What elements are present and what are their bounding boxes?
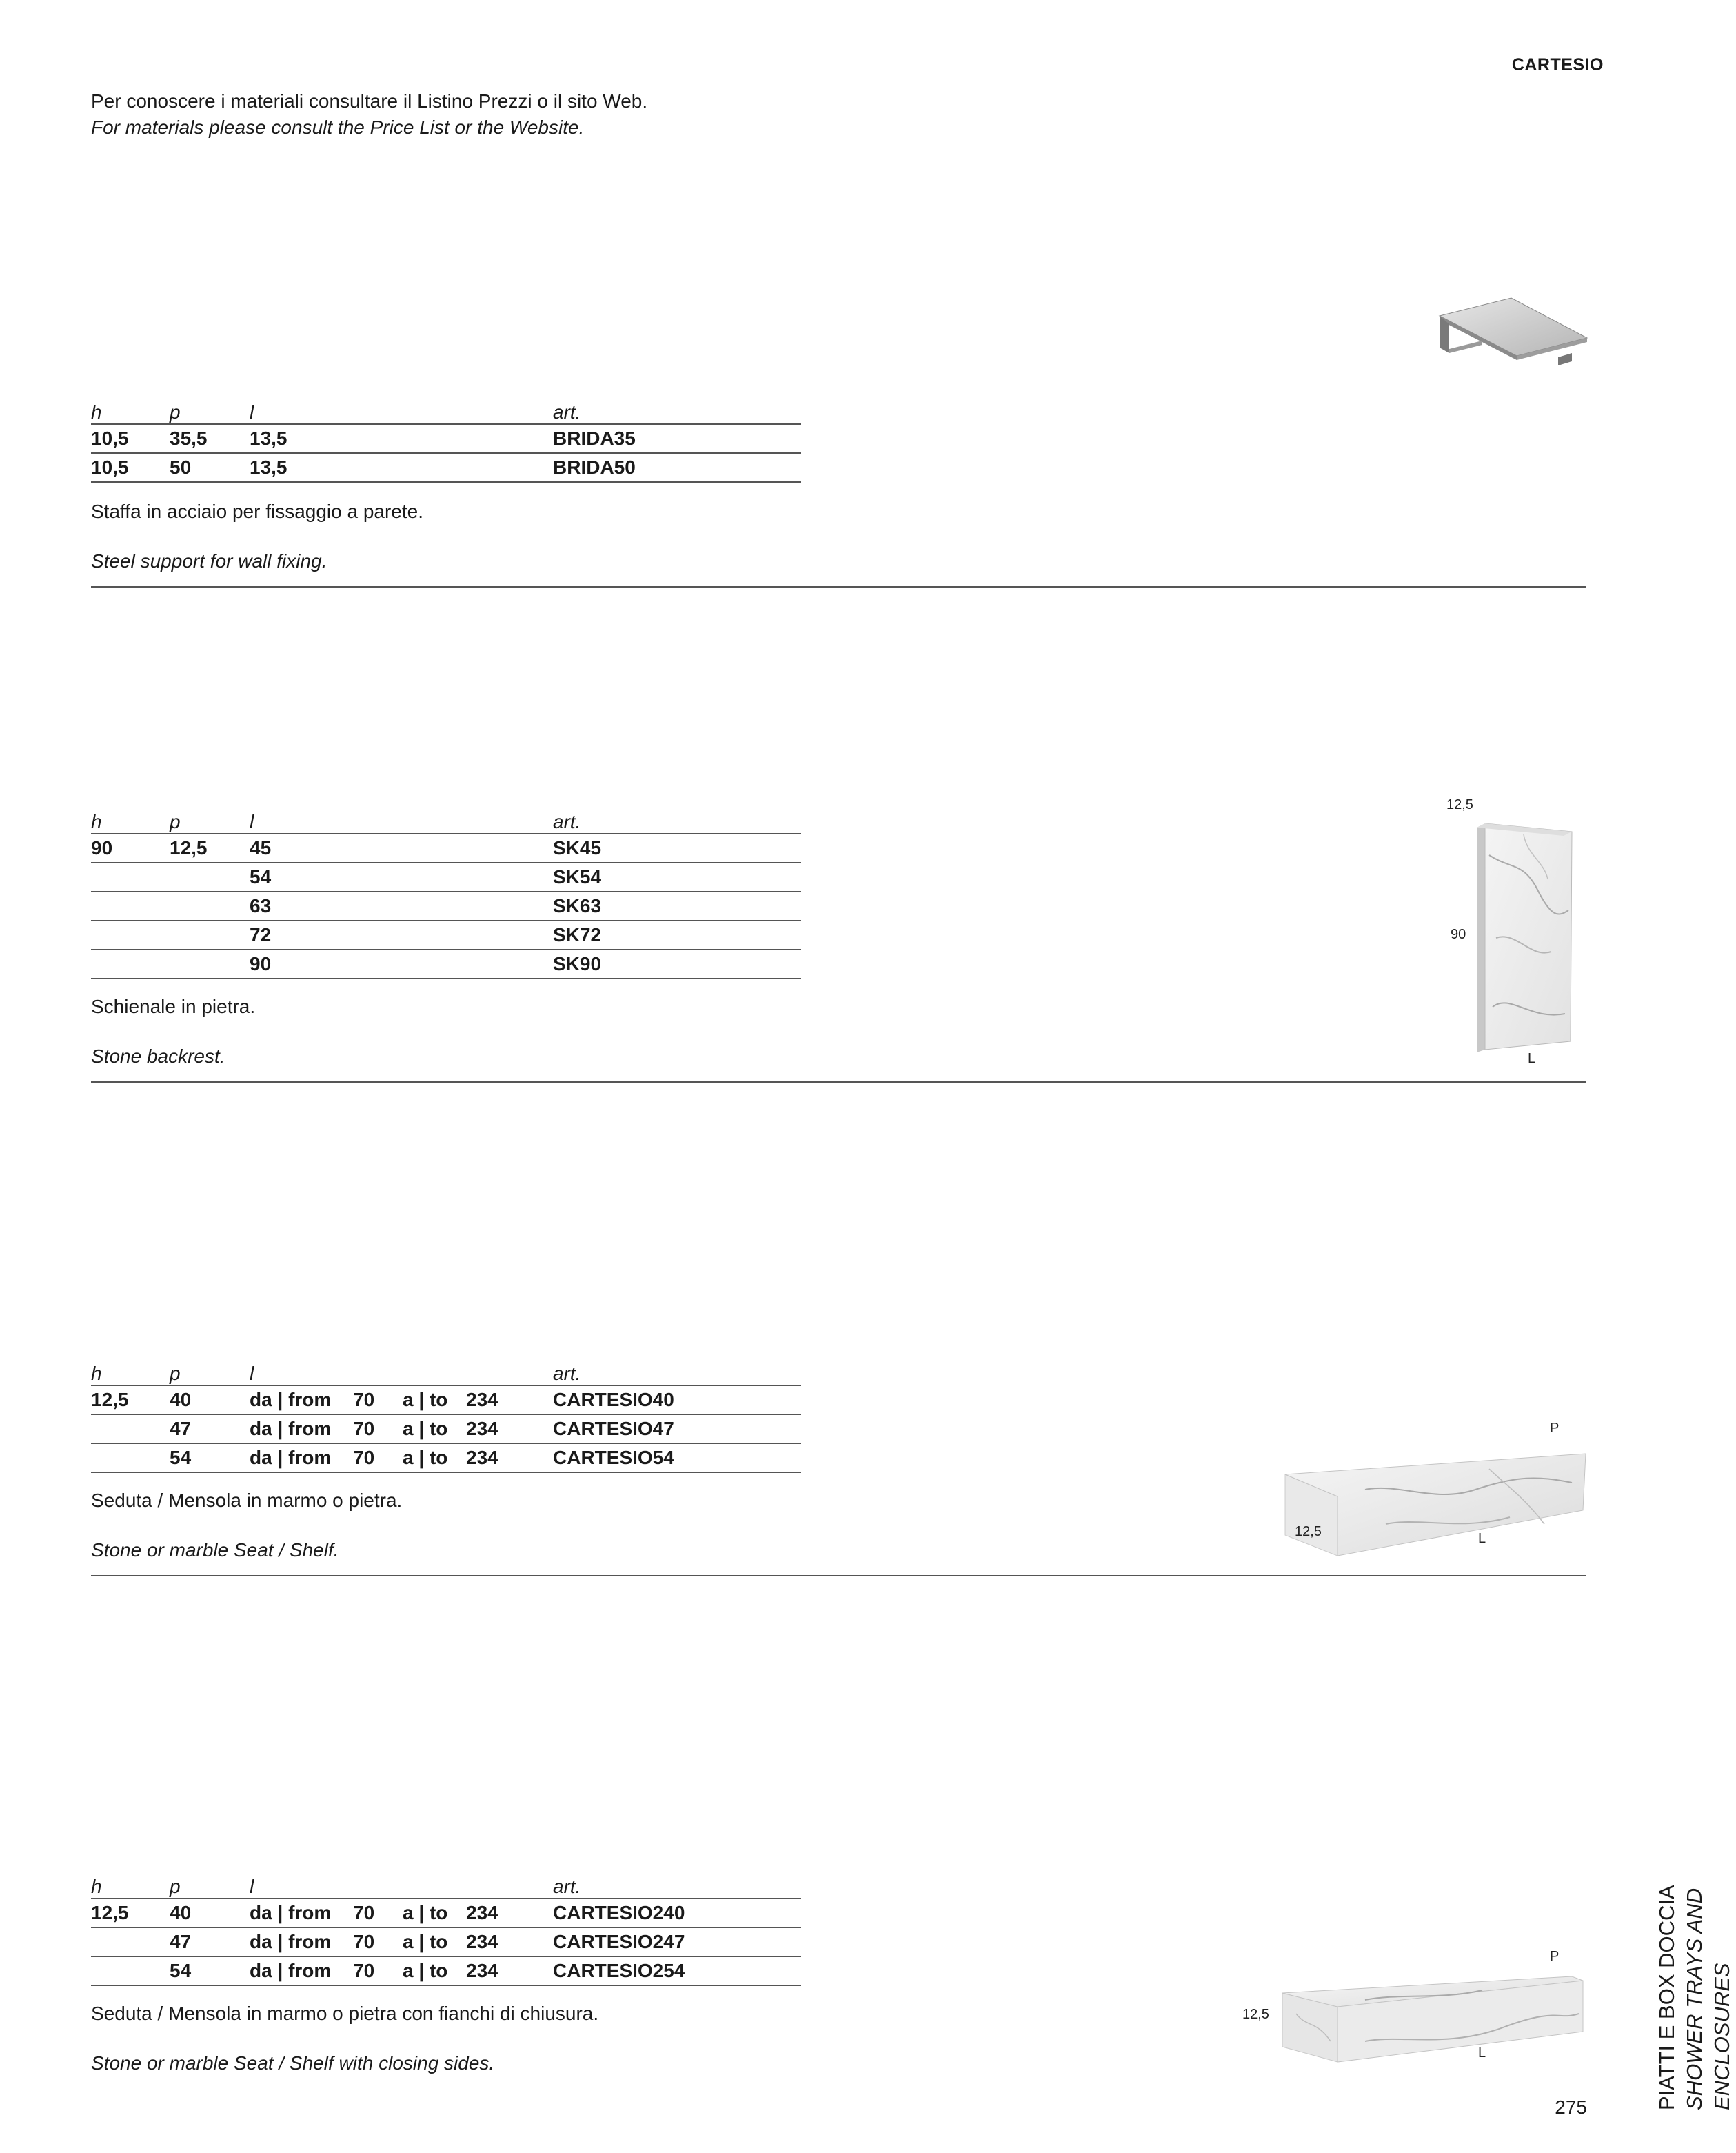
- brida-description-en: Steel support for wall fixing.: [91, 550, 327, 572]
- backrest-spec-table: [91, 810, 801, 979]
- intro-english: For materials please consult the Price List or the Website.: [91, 117, 585, 138]
- dimension-label-thickness: 12,5: [1295, 1524, 1322, 1539]
- table-header-row: h p l art.: [91, 1874, 801, 1899]
- col-p: p: [170, 400, 250, 424]
- table-row: 72 SK72: [91, 921, 801, 950]
- col-l: l: [250, 400, 553, 424]
- col-art: art.: [553, 400, 801, 424]
- section-divider: [91, 586, 1586, 588]
- table-row: 54 da | from 70 a | to 234 CARTESIO54: [91, 1443, 801, 1472]
- stone-shelf-closed-sides-image: [1275, 1965, 1586, 2069]
- seat-sides-spec-table: [91, 1874, 801, 1986]
- table-row: 90 12,5 45 SK45: [91, 834, 801, 863]
- intro-text: [91, 88, 647, 141]
- seat-spec-table: [91, 1361, 801, 1473]
- dimension-label-length: L: [1478, 1531, 1486, 1546]
- section-divider: [91, 1575, 1586, 1576]
- dimension-label-depth: P: [1550, 1949, 1560, 1964]
- dimension-label-top: 12,5: [1446, 797, 1473, 812]
- seat-sides-description-en: Stone or marble Seat / Shelf with closing sides.: [91, 2052, 495, 2074]
- dimension-label-length: L: [1478, 2045, 1486, 2061]
- brand-title: CARTESIO: [1511, 55, 1604, 74]
- col-h: h: [91, 400, 170, 424]
- backrest-description-it: Schienale in pietra.: [91, 996, 256, 1017]
- table-row: 10,5 50 13,5 BRIDA50: [91, 453, 801, 482]
- seat-description-it: Seduta / Mensola in marmo o pietra.: [91, 1490, 403, 1511]
- section-side-label: [1653, 1779, 1734, 2110]
- stone-backrest-image: [1462, 814, 1579, 1055]
- dimension-label-height: 90: [1451, 927, 1466, 942]
- table-header-row: h p l art.: [91, 810, 801, 834]
- intro-italian: Per conoscere i materiali consultare il Listino Prezzi o il sito Web.: [91, 90, 648, 112]
- page-number: 275: [1555, 2096, 1587, 2118]
- table-row: 12,5 40 da | from 70 a | to 234 CARTESIO240: [91, 1899, 801, 1927]
- brida-description-it: Staffa in acciaio per fissaggio a parete.: [91, 501, 424, 522]
- table-row: 47 da | from 70 a | to 234 CARTESIO247: [91, 1927, 801, 1956]
- backrest-description-en: Stone backrest.: [91, 1045, 225, 1067]
- table-row: 47 da | from 70 a | to 234 CARTESIO47: [91, 1414, 801, 1443]
- section-divider: [91, 1081, 1586, 1083]
- table-row: 54 SK54: [91, 863, 801, 892]
- table-row: 90 SK90: [91, 950, 801, 979]
- side-label-english: SHOWER TRAYS AND ENCLOSURES: [1682, 1887, 1734, 2110]
- brida-spec-table: [91, 400, 801, 483]
- stone-shelf-image: [1282, 1441, 1586, 1565]
- side-label-italian: PIATTI E BOX DOCCIA: [1655, 1885, 1679, 2110]
- table-row: 12,5 40 da | from 70 a | to 234 CARTESIO40: [91, 1385, 801, 1414]
- dimension-label-thickness: 12,5: [1242, 2007, 1269, 2022]
- table-header-row: [91, 400, 801, 424]
- dimension-label-width: L: [1528, 1051, 1536, 1066]
- dimension-label-depth: P: [1550, 1421, 1560, 1436]
- seat-description-en: Stone or marble Seat / Shelf.: [91, 1539, 339, 1561]
- table-row: 10,5 35,5 13,5 BRIDA35: [91, 424, 801, 453]
- table-row: 63 SK63: [91, 892, 801, 921]
- table-header-row: h p l art.: [91, 1361, 801, 1385]
- seat-sides-description-it: Seduta / Mensola in marmo o pietra con fianchi di chiusura.: [91, 2003, 599, 2024]
- steel-bracket-image: [1434, 290, 1593, 372]
- table-row: 54 da | from 70 a | to 234 CARTESIO254: [91, 1956, 801, 1985]
